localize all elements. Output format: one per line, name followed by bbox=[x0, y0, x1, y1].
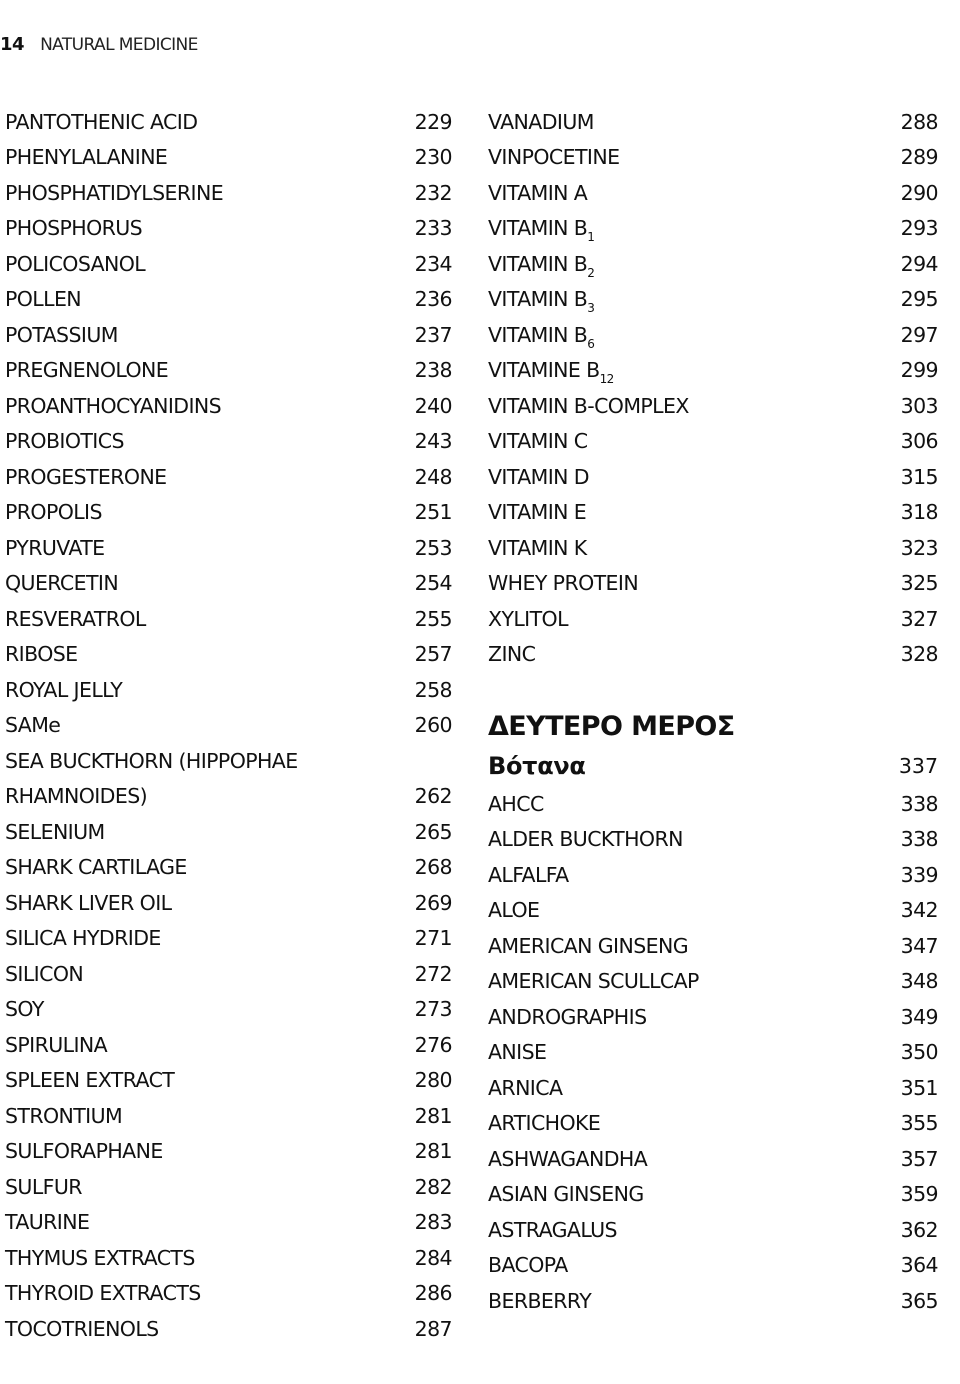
entry-name bbox=[5, 962, 83, 986]
entry-page: 327 bbox=[900, 606, 938, 631]
entry-name bbox=[5, 216, 142, 240]
entry-name bbox=[5, 713, 60, 737]
toc-entry bbox=[488, 1283, 938, 1319]
entry-name bbox=[488, 322, 595, 351]
entry-name-text: PROPOLIS bbox=[5, 500, 102, 525]
toc-entry bbox=[5, 282, 455, 318]
entry-page: 255 bbox=[414, 606, 452, 631]
toc-entry bbox=[488, 857, 938, 893]
toc-entry bbox=[488, 353, 938, 389]
part-two-title: ΔΕΥΤΕΡΟ ΜΕΡΟΣ bbox=[488, 710, 735, 742]
entry-page: 364 bbox=[900, 1253, 938, 1278]
toc-entry bbox=[488, 999, 938, 1035]
entry-name bbox=[488, 110, 594, 134]
vitamin-entries bbox=[488, 104, 938, 672]
entry-page: 273 bbox=[414, 997, 452, 1022]
entry-name bbox=[5, 607, 146, 631]
entry-page: 365 bbox=[900, 1288, 938, 1313]
entry-name-text: SHARK LIVER OIL bbox=[5, 890, 172, 915]
entry-page: 286 bbox=[414, 1281, 452, 1306]
entry-name bbox=[5, 252, 145, 276]
entry-name bbox=[488, 287, 595, 316]
entry-page: 299 bbox=[900, 358, 938, 383]
entry-page: 349 bbox=[900, 1004, 938, 1029]
entry-name bbox=[5, 323, 118, 347]
entry-page: 260 bbox=[414, 713, 452, 738]
entry-page: 294 bbox=[900, 251, 938, 276]
entry-name-text: SPIRULINA bbox=[5, 1032, 108, 1057]
toc-entry bbox=[488, 495, 938, 531]
entry-page: 243 bbox=[414, 429, 452, 454]
toc-entry bbox=[5, 495, 455, 531]
entry-subscript: 6 bbox=[587, 336, 595, 351]
entry-subscript: 12 bbox=[599, 372, 614, 387]
entry-name bbox=[5, 1175, 82, 1199]
toc-entry bbox=[488, 175, 938, 211]
entry-page: 240 bbox=[414, 393, 452, 418]
entry-name-text: SELENIUM bbox=[5, 819, 105, 844]
entry-page: 232 bbox=[414, 180, 452, 205]
entry-name-text: RHAMNOIDES) bbox=[5, 784, 148, 809]
entry-name-text: QUERCETIN bbox=[5, 571, 119, 596]
entry-name-text: VITAMIN B-COMPLEX bbox=[488, 393, 689, 418]
toc-entry bbox=[488, 566, 938, 602]
toc-entry bbox=[488, 1248, 938, 1284]
entry-name bbox=[5, 1210, 89, 1234]
entry-page: 348 bbox=[900, 969, 938, 994]
toc-entry bbox=[5, 921, 455, 957]
toc-entry bbox=[488, 211, 938, 247]
entry-page: 257 bbox=[414, 642, 452, 667]
entry-page: 282 bbox=[414, 1174, 452, 1199]
entry-page: 339 bbox=[900, 862, 938, 887]
toc-entry bbox=[5, 779, 455, 815]
entry-subscript: 3 bbox=[587, 301, 595, 316]
entry-name-text: AHCC bbox=[488, 791, 544, 816]
toc-entry bbox=[5, 1205, 455, 1241]
entry-name bbox=[488, 251, 595, 280]
entry-name-text: ASIAN GINSENG bbox=[488, 1182, 644, 1207]
entry-name-text: SILICA HYDRIDE bbox=[5, 926, 161, 951]
entry-page: 342 bbox=[900, 898, 938, 923]
entry-name-text: PREGNENOLONE bbox=[5, 358, 169, 383]
toc-entry bbox=[488, 104, 938, 140]
entry-page: 234 bbox=[414, 251, 452, 276]
entry-page: 355 bbox=[900, 1111, 938, 1136]
entry-name-text: SOY bbox=[5, 997, 44, 1022]
toc-entry bbox=[5, 424, 455, 460]
entry-name bbox=[5, 536, 105, 560]
toc-entry bbox=[5, 175, 455, 211]
entry-page: 258 bbox=[414, 677, 452, 702]
toc-entry bbox=[488, 424, 938, 460]
page-number: 14 bbox=[0, 34, 25, 55]
entry-page: 293 bbox=[900, 216, 938, 241]
entry-name-text: VANADIUM bbox=[488, 109, 594, 134]
entry-page: 338 bbox=[900, 791, 938, 816]
entry-name-text: RIBOSE bbox=[5, 642, 78, 667]
herb-entries bbox=[488, 786, 938, 1319]
entry-name-text: SPLEEN EXTRACT bbox=[5, 1068, 175, 1093]
entry-name-text: ARTICHOKE bbox=[488, 1111, 601, 1136]
toc-entry bbox=[5, 530, 455, 566]
toc-entry bbox=[5, 743, 455, 779]
entry-name bbox=[5, 110, 197, 134]
entry-page: 236 bbox=[414, 287, 452, 312]
entry-name-text: PANTOTHENIC ACID bbox=[5, 109, 198, 134]
toc-entry bbox=[488, 1106, 938, 1142]
entry-name-text: POLLEN bbox=[5, 287, 82, 312]
entry-page: 303 bbox=[900, 393, 938, 418]
entry-page: 265 bbox=[414, 819, 452, 844]
entry-name-text: ROYAL JELLY bbox=[5, 677, 123, 702]
entry-name bbox=[488, 1289, 591, 1313]
entry-page: 262 bbox=[414, 784, 452, 809]
entry-name-text: SAMe bbox=[5, 713, 61, 738]
toc-entry bbox=[5, 211, 455, 247]
entry-name-text: SHARK CARTILAGE bbox=[5, 855, 187, 880]
entry-name bbox=[5, 465, 167, 489]
entry-name-text: SEA BUCKTHORN (HIPPOPHAE bbox=[5, 748, 298, 773]
entry-page: 297 bbox=[900, 322, 938, 347]
entry-name bbox=[488, 145, 619, 169]
running-title: NATURAL MEDICINE bbox=[40, 35, 198, 55]
toc-entry bbox=[488, 822, 938, 858]
toc-entry bbox=[488, 601, 938, 637]
toc-entry bbox=[5, 956, 455, 992]
entry-page: 272 bbox=[414, 961, 452, 986]
toc-entry bbox=[5, 885, 455, 921]
toc-entry bbox=[5, 1027, 455, 1063]
entry-name bbox=[5, 1068, 174, 1092]
entry-name bbox=[5, 1104, 122, 1128]
entry-name-text: VITAMIN B bbox=[488, 251, 588, 276]
entry-name-text: VITAMINE B bbox=[488, 358, 600, 383]
entry-page: 238 bbox=[414, 358, 452, 383]
entry-name bbox=[5, 571, 118, 595]
entry-page: 290 bbox=[900, 180, 938, 205]
entry-name bbox=[488, 642, 535, 666]
entry-name bbox=[5, 1139, 163, 1163]
entry-page: 276 bbox=[414, 1032, 452, 1057]
toc-entry bbox=[5, 317, 455, 353]
toc-entry bbox=[5, 1134, 455, 1170]
entry-name-text: AMERICAN GINSENG bbox=[488, 933, 688, 958]
entry-name bbox=[488, 358, 614, 387]
entry-name bbox=[488, 969, 699, 993]
entry-page: 284 bbox=[414, 1245, 452, 1270]
toc-entry bbox=[488, 317, 938, 353]
entry-name-text: VITAMIN K bbox=[488, 535, 587, 560]
entry-name-text: THYROID EXTRACTS bbox=[5, 1281, 201, 1306]
entry-name-text: VINPOCETINE bbox=[488, 145, 620, 170]
toc-entry bbox=[488, 893, 938, 929]
entry-name bbox=[488, 1040, 546, 1064]
toc-entry bbox=[5, 566, 455, 602]
entry-name bbox=[5, 1281, 201, 1305]
entry-page: 281 bbox=[414, 1103, 452, 1128]
entry-name bbox=[488, 792, 544, 816]
toc-entry bbox=[488, 1177, 938, 1213]
entry-page: 269 bbox=[414, 890, 452, 915]
entry-name-text: AMERICAN SCULLCAP bbox=[488, 969, 699, 994]
toc-entry bbox=[5, 672, 455, 708]
entry-page: 306 bbox=[900, 429, 938, 454]
entry-name-text: SULFUR bbox=[5, 1174, 82, 1199]
toc-entry bbox=[5, 850, 455, 886]
toc-entry bbox=[5, 1169, 455, 1205]
toc-right-column bbox=[488, 104, 938, 1319]
entry-name-text: VITAMIN E bbox=[488, 500, 587, 525]
entry-page: 318 bbox=[900, 500, 938, 525]
entry-name-text: ARNICA bbox=[488, 1075, 563, 1100]
entry-name bbox=[488, 216, 595, 245]
entry-name-text: VITAMIN A bbox=[488, 180, 588, 205]
entry-name bbox=[488, 181, 587, 205]
toc-entry bbox=[5, 601, 455, 637]
entry-name bbox=[5, 1317, 159, 1341]
toc-entry bbox=[488, 1035, 938, 1071]
entry-name-text: PROBIOTICS bbox=[5, 429, 124, 454]
entry-page: 253 bbox=[414, 535, 452, 560]
entry-name bbox=[5, 784, 147, 808]
entry-name bbox=[5, 997, 44, 1021]
entry-name bbox=[488, 1182, 644, 1206]
entry-name-text: THYMUS EXTRACTS bbox=[5, 1245, 195, 1270]
toc-entry bbox=[488, 246, 938, 282]
entry-name-text: PHENYLALANINE bbox=[5, 145, 168, 170]
entry-name bbox=[5, 394, 221, 418]
entry-page: 359 bbox=[900, 1182, 938, 1207]
entry-name-text: TAURINE bbox=[5, 1210, 90, 1235]
entry-name-text: BERBERRY bbox=[488, 1288, 592, 1313]
toc-entry bbox=[5, 459, 455, 495]
entry-name bbox=[488, 1218, 617, 1242]
entry-page: 248 bbox=[414, 464, 452, 489]
toc-entry bbox=[5, 1240, 455, 1276]
entry-page: 289 bbox=[900, 145, 938, 170]
entry-name-text: ANISE bbox=[488, 1040, 547, 1065]
entry-subscript: 2 bbox=[587, 265, 595, 280]
entry-page: 328 bbox=[900, 642, 938, 667]
entry-name bbox=[5, 429, 124, 453]
toc-entry bbox=[488, 140, 938, 176]
entry-name-text: ZINC bbox=[488, 642, 536, 667]
toc-entry bbox=[5, 708, 455, 744]
entry-name-text: RESVERATROL bbox=[5, 606, 146, 631]
entry-name-text: XYLITOL bbox=[488, 606, 568, 631]
entry-name-text: SULFORAPHANE bbox=[5, 1139, 163, 1164]
entry-page: 295 bbox=[900, 287, 938, 312]
entry-page: 254 bbox=[414, 571, 452, 596]
entry-name bbox=[5, 926, 161, 950]
entry-page: 229 bbox=[414, 109, 452, 134]
entry-name-text: VITAMIN B bbox=[488, 216, 588, 241]
entry-name-text: PROANTHOCYANIDINS bbox=[5, 393, 222, 418]
entry-page: 315 bbox=[900, 464, 938, 489]
entry-name bbox=[488, 827, 683, 851]
entry-name bbox=[5, 820, 105, 844]
entry-name bbox=[488, 1147, 647, 1171]
toc-left-column bbox=[5, 104, 455, 1347]
entry-name bbox=[488, 536, 587, 560]
entry-name bbox=[488, 1111, 600, 1135]
toc-entry bbox=[488, 388, 938, 424]
toc-entry bbox=[5, 353, 455, 389]
entry-page: 251 bbox=[414, 500, 452, 525]
page-header bbox=[0, 34, 198, 64]
toc-entry bbox=[488, 530, 938, 566]
entry-name-text: ALOE bbox=[488, 898, 540, 923]
entry-name bbox=[488, 1076, 562, 1100]
entry-name bbox=[488, 898, 539, 922]
entry-page: 362 bbox=[900, 1217, 938, 1242]
entry-page: 357 bbox=[900, 1146, 938, 1171]
entry-name bbox=[488, 934, 688, 958]
toc-entry bbox=[488, 1141, 938, 1177]
entry-name-text: PHOSPHORUS bbox=[5, 216, 143, 241]
toc-entry bbox=[488, 1070, 938, 1106]
entry-name-text: POTASSIUM bbox=[5, 322, 118, 347]
toc-entry bbox=[5, 1063, 455, 1099]
toc-entry bbox=[488, 928, 938, 964]
entry-name-text: ASHWAGANDHA bbox=[488, 1146, 648, 1171]
toc-entry bbox=[5, 140, 455, 176]
entry-name-text: TOCOTRIENOLS bbox=[5, 1316, 159, 1341]
entry-name bbox=[5, 287, 81, 311]
entry-name bbox=[5, 749, 298, 773]
section-page: 337 bbox=[898, 754, 938, 778]
entry-page: 268 bbox=[414, 855, 452, 880]
entry-name bbox=[488, 429, 588, 453]
entry-name bbox=[5, 181, 223, 205]
toc-entry bbox=[5, 104, 455, 140]
entry-page: 283 bbox=[414, 1210, 452, 1235]
entry-name bbox=[488, 1253, 568, 1277]
entry-page: 230 bbox=[414, 145, 452, 170]
entry-name bbox=[5, 1246, 195, 1270]
entry-name bbox=[488, 571, 638, 595]
entry-name bbox=[488, 394, 689, 418]
entry-page: 287 bbox=[414, 1316, 452, 1341]
toc-entry bbox=[5, 814, 455, 850]
entry-name-text: PYRUVATE bbox=[5, 535, 105, 560]
entry-name bbox=[5, 145, 167, 169]
entry-name bbox=[488, 607, 568, 631]
entry-name-text: POLICOSANOL bbox=[5, 251, 146, 276]
entry-name-text: VITAMIN C bbox=[488, 429, 588, 454]
entry-name bbox=[5, 678, 122, 702]
entry-name bbox=[488, 465, 589, 489]
entry-page: 281 bbox=[414, 1139, 452, 1164]
toc-entry bbox=[488, 1212, 938, 1248]
entry-page: 325 bbox=[900, 571, 938, 596]
entry-page: 271 bbox=[414, 926, 452, 951]
entry-name bbox=[5, 855, 187, 879]
entry-name-text: STRONTIUM bbox=[5, 1103, 123, 1128]
entry-page: 237 bbox=[414, 322, 452, 347]
entry-name-text: VITAMIN B bbox=[488, 287, 588, 312]
entry-name bbox=[5, 642, 78, 666]
toc-entry bbox=[5, 1311, 455, 1347]
entry-page: 233 bbox=[414, 216, 452, 241]
toc-entry bbox=[5, 388, 455, 424]
entry-page: 350 bbox=[900, 1040, 938, 1065]
entry-page: 338 bbox=[900, 827, 938, 852]
entry-page: 280 bbox=[414, 1068, 452, 1093]
entry-name-text: VITAMIN D bbox=[488, 464, 589, 489]
entry-name bbox=[488, 863, 569, 887]
entry-name bbox=[488, 1005, 646, 1029]
entry-name bbox=[5, 358, 168, 382]
toc-entry bbox=[5, 1276, 455, 1312]
entry-page: 323 bbox=[900, 535, 938, 560]
entry-page: 288 bbox=[900, 109, 938, 134]
toc-entry bbox=[5, 637, 455, 673]
toc-entry bbox=[488, 459, 938, 495]
entry-name bbox=[488, 500, 586, 524]
entry-subscript: 1 bbox=[587, 230, 595, 245]
section-heading bbox=[488, 746, 938, 786]
entry-name-text: ALFALFA bbox=[488, 862, 569, 887]
entry-name bbox=[5, 500, 102, 524]
entry-name-text: BACOPA bbox=[488, 1253, 568, 1278]
entry-page: 347 bbox=[900, 933, 938, 958]
entry-name bbox=[5, 891, 171, 915]
entry-page: 351 bbox=[900, 1075, 938, 1100]
entry-name-text: SILICON bbox=[5, 961, 84, 986]
toc-entry bbox=[488, 964, 938, 1000]
entry-name-text: VITAMIN B bbox=[488, 322, 588, 347]
toc-entry bbox=[5, 992, 455, 1028]
entry-name-text: ALDER BUCKTHORN bbox=[488, 827, 683, 852]
toc-entry bbox=[488, 786, 938, 822]
entry-name-text: PROGESTERONE bbox=[5, 464, 167, 489]
entry-name bbox=[5, 1033, 107, 1057]
toc-entry bbox=[5, 1098, 455, 1134]
entry-name-text: ASTRAGALUS bbox=[488, 1217, 617, 1242]
entry-name-text: WHEY PROTEIN bbox=[488, 571, 639, 596]
toc-entry bbox=[488, 282, 938, 318]
entry-name-text: PHOSPHATIDYLSERINE bbox=[5, 180, 224, 205]
toc-entry bbox=[5, 246, 455, 282]
section-title: Βότανα bbox=[488, 752, 586, 780]
toc-entry bbox=[488, 637, 938, 673]
entry-name-text: ANDROGRAPHIS bbox=[488, 1004, 647, 1029]
